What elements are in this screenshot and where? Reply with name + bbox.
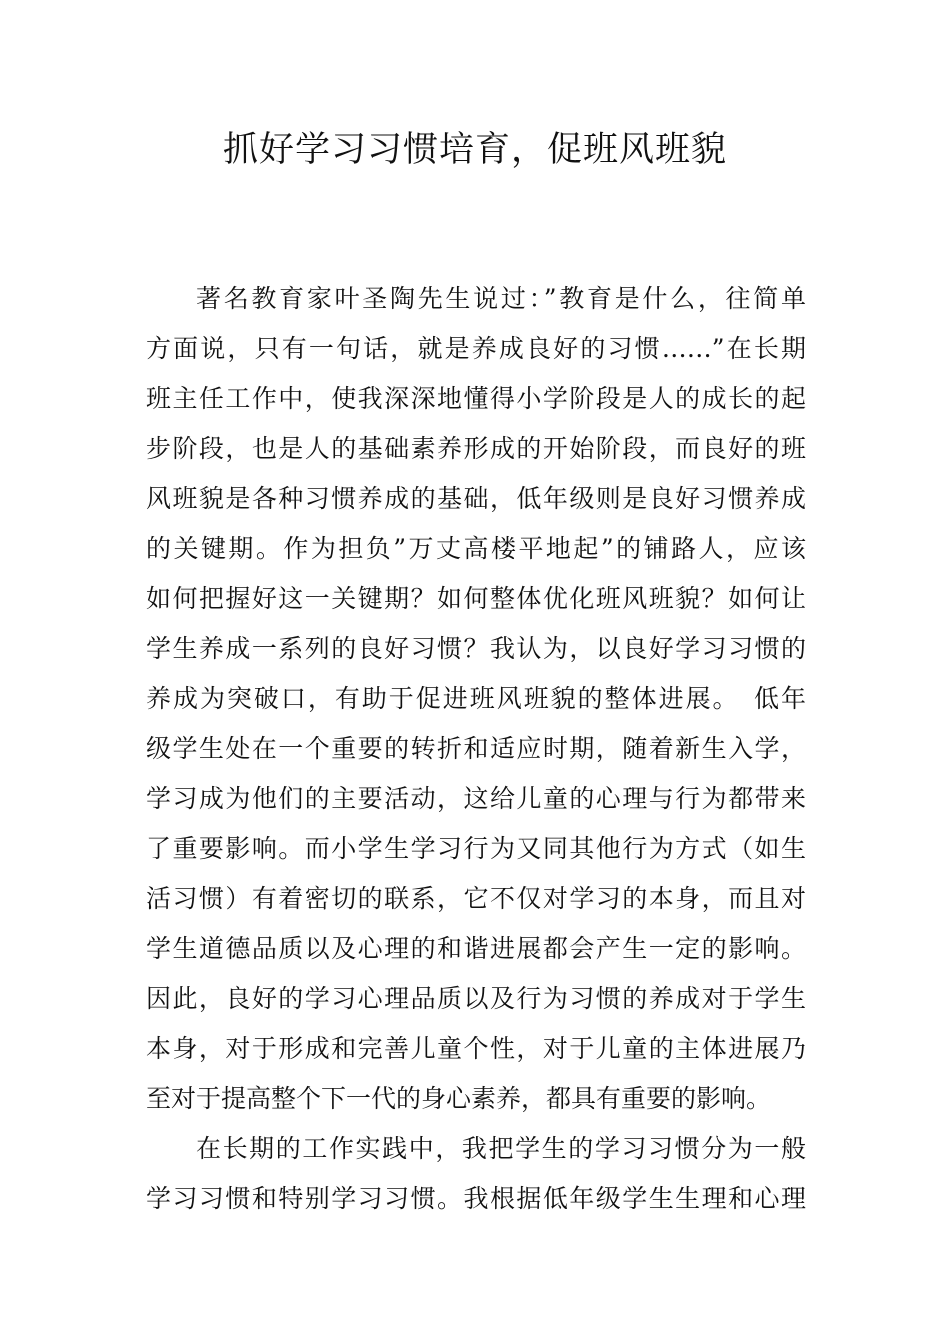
paragraph-line: 学生养成一系列的良好习惯？我认为，以良好学习习惯的 (146, 634, 806, 663)
paragraph-line: 活习惯）有着密切的联系，它不仅对学习的本身，而且对 (146, 884, 806, 913)
paragraph-line: 本身，对于形成和完善儿童个性，对于儿童的主体进展乃 (146, 1034, 806, 1063)
paragraph-line: 班主任工作中，使我深深地懂得小学阶段是人的成长的起 (146, 384, 806, 413)
paragraph-2 (146, 1124, 806, 1224)
paragraph-line: 至对于提高整个下一代的身心素养，都具有重要的影响。 (146, 1084, 772, 1113)
paragraph-line: 因此，良好的学习心理品质以及行为习惯的养成对于学生 (146, 984, 806, 1013)
paragraph-line: 如何把握好这一关键期？如何整体优化班风班貌？如何让 (146, 584, 806, 613)
paragraph-line: 著名教育家叶圣陶先生说过：”教育是什么，往简单 (196, 284, 806, 313)
paragraph-1 (146, 274, 806, 1124)
paragraph-line: 在长期的工作实践中，我把学生的学习习惯分为一般 (196, 1134, 806, 1163)
paragraph-line: 学生道德品质以及心理的和谐进展都会产生一定的影响。 (146, 934, 806, 963)
paragraph-line: 步阶段，也是人的基础素养形成的开始阶段，而良好的班 (146, 434, 806, 463)
paragraph-line: 方面说，只有一句话，就是养成良好的习惯……”在长期 (146, 334, 806, 363)
paragraph-line: 风班貌是各种习惯养成的基础，低年级则是良好习惯养成 (146, 484, 806, 513)
paragraph-line: 学习习惯和特别学习习惯。我根据低年级学生生理和心理 (146, 1184, 806, 1213)
document-title: 抓好学习习惯培育，促班风班貌 (222, 130, 727, 170)
paragraph-line: 了重要影响。而小学生学习行为又同其他行为方式（如生 (146, 834, 806, 863)
paragraph-line: 的关键期。作为担负”万丈高楼平地起”的铺路人，应该 (146, 534, 806, 563)
paragraph-line: 级学生处在一个重要的转折和适应时期，随着新生入学， (146, 734, 806, 763)
paragraph-line: 养成为突破口，有助于促进班风班貌的整体进展。 低年 (146, 684, 806, 713)
paragraph-line: 学习成为他们的主要活动，这给儿童的心理与行为都带来 (146, 784, 806, 813)
